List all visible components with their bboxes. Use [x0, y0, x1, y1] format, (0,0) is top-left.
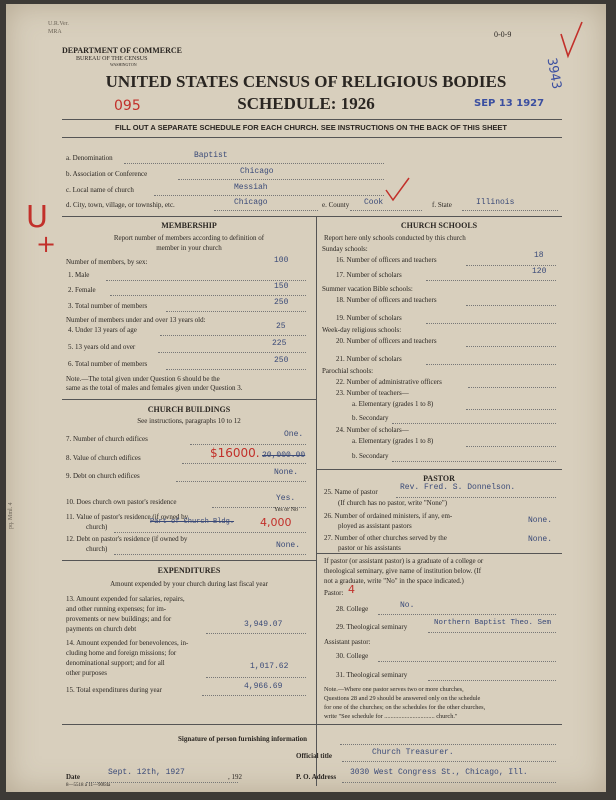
denomination-value: Baptist — [194, 151, 228, 160]
q20-label: 20. Number of officers and teachers — [336, 337, 437, 345]
denomination-label: a. Denomination — [66, 154, 113, 162]
census-form-page — [6, 4, 606, 792]
pastor-intro: If pastor (or assistant pastor) is a graduate of a college or theological seminary, give name of institution below. (If not a graduate, write "No" in the space indicated.) — [324, 557, 484, 585]
q29-value: Northern Baptist Theo. Sem — [434, 619, 552, 627]
q14-label: 14. Amount expended for benevolences, in- cluding home and foreign missions; for denominational support; and for all other purposes — [66, 639, 189, 677]
instruction-line: FILL OUT A SEPARATE SCHEDULE FOR EACH CHURCH. SEE INSTRUCTIONS ON THE BACK OF THIS SHEET — [115, 123, 507, 132]
q24a-label: a. Elementary (grades 1 to 8) — [352, 437, 434, 445]
pastor-heading: PASTOR — [423, 474, 455, 483]
q25-label: 25. Name of pastor — [324, 488, 378, 496]
form-print-codes: 8—5518 a 11—9064a — [66, 783, 111, 788]
official-title-value: Church Treasurer. — [372, 748, 454, 757]
address-label: P. O. Address — [296, 773, 337, 781]
form-subtitle: SCHEDULE: 1926 — [237, 94, 375, 113]
membership-row-under13: 4. Under 13 years of age — [68, 326, 137, 334]
signature-label: Signature of person furnishing information — [178, 735, 307, 743]
buildings-sub: See instructions, paragraphs 10 to 12 — [137, 417, 241, 425]
q28-value: No. — [400, 601, 415, 610]
membership-row-over13: 5. 13 years old and over — [68, 343, 136, 351]
local-name-value: Messiah — [234, 183, 268, 192]
association-value: Chicago — [240, 167, 274, 176]
pastor-sublabel: Pastor: — [324, 589, 344, 597]
membership-value-by-sex: 100 — [274, 256, 289, 265]
weekday-schools-label: Week-day religious schools: — [322, 326, 402, 334]
q29-label: 29. Theological seminary — [336, 623, 408, 631]
date-value: Sept. 12th, 1927 — [108, 768, 185, 777]
q8-red-value: $16000. — [210, 446, 260, 460]
bureau-heading: BUREAU OF THE CENSUS — [76, 56, 148, 62]
expenditures-sub: Amount expended by your church during last fiscal year — [110, 580, 268, 588]
membership-row-total: 3. Total number of members — [68, 302, 148, 310]
q12-value: None. — [276, 541, 301, 550]
q25-value: Rev. Fred. S. Donnelson. — [400, 483, 516, 492]
q12-label-cont: church) — [86, 545, 108, 553]
q15-label: 15. Total expenditures during year — [66, 686, 162, 694]
membership-value-female: 150 — [274, 282, 289, 291]
q14-value: 1,017.62 — [250, 662, 289, 671]
local-name-label: c. Local name of church — [66, 186, 134, 194]
q23a-label: a. Elementary (grades 1 to 8) — [352, 400, 434, 408]
q31-label: 31. Theological seminary — [336, 671, 408, 679]
q21-label: 21. Number of scholars — [336, 355, 402, 363]
pastor-red-mark: 4 — [348, 583, 355, 596]
q27-value: None. — [528, 535, 553, 544]
parochial-schools-label: Parochial schools: — [322, 367, 374, 375]
q25-note: (If church has no pastor, write "None") — [338, 499, 448, 507]
date-stamp: SEP 13 1927 — [474, 98, 545, 109]
address-value: 3030 West Congress St., Chicago, Ill. — [350, 768, 528, 777]
q27-label: 27. Number of other churches served by the pastor or his assistants — [324, 534, 447, 552]
official-title-label: Official title — [296, 752, 332, 760]
schools-sub: Report here only schools conducted by this church — [324, 234, 466, 242]
q13-label: 13. Amount expended for salaries, repairs, and other running expenses; for im- provements or new buildings; and for payments on church debt — [66, 595, 185, 633]
form-code: 0-0-9 — [494, 30, 512, 39]
city-label: d. City, town, village, or township, etc. — [66, 201, 175, 209]
dept-heading: DEPARTMENT OF COMMERCE — [62, 46, 183, 55]
city-value: Chicago — [234, 198, 268, 207]
membership-value-under13: 25 — [276, 322, 286, 331]
q26-value: None. — [528, 516, 553, 525]
q9-label: 9. Debt on church edifices — [66, 472, 140, 480]
q13-value: 3,949.07 — [244, 620, 283, 629]
sunday-schools-label: Sunday schools: — [322, 245, 368, 253]
membership-intro: Report number of members according to definition of member in your church — [113, 234, 265, 252]
membership-value-total-age: 250 — [274, 356, 289, 365]
state-value: Illinois — [476, 198, 515, 207]
assistant-pastor-label: Assistant pastor: — [324, 638, 371, 646]
city-heading: WASHINGTON — [110, 62, 137, 67]
county-value: Cook — [364, 198, 384, 207]
q7-value: One. — [284, 430, 304, 439]
membership-value-total: 250 — [274, 298, 289, 307]
q23b-label: b. Secondary — [352, 414, 389, 422]
red-check-mark-county — [384, 176, 412, 202]
yes-no-hint: Yes or No — [274, 507, 299, 513]
membership-note: Note.—The total given under Question 6 should be the same as the total of males and females given under Question 3. — [66, 375, 243, 392]
q17-value: 120 — [532, 267, 547, 276]
expenditures-heading: EXPENDITURES — [157, 566, 221, 575]
association-label: b. Association or Conference — [66, 170, 148, 178]
margin-mark-plus: + — [36, 230, 57, 258]
q26-label: 26. Number of ordained ministers, if any, em- ployed as assistant pastors — [324, 512, 453, 530]
county-label: e. County — [322, 201, 350, 209]
q22-label: 22. Number of administrative officers — [336, 378, 442, 386]
membership-row-by-sex: Number of members, by sex: — [66, 258, 148, 266]
membership-value-over13: 225 — [272, 339, 287, 348]
membership-row-age: Number of members under and over 13 years old: — [66, 316, 206, 324]
red-check-mark — [558, 20, 584, 60]
q7-label: 7. Number of church edifices — [66, 435, 148, 443]
membership-heading: MEMBERSHIP — [161, 221, 217, 230]
q19-label: 19. Number of scholars — [336, 314, 402, 322]
serial-stamp: 3943 — [543, 56, 564, 91]
q11-label: 11. Value of pastor's residence (if owned by — [66, 513, 189, 521]
q12-label: 12. Debt on pastor's residence (if owned by — [66, 535, 188, 543]
q8-value: 20,000.00 — [262, 451, 306, 460]
side-pencil-note: pq. Mml. 4 — [8, 502, 14, 529]
membership-row-male: 1. Male — [68, 271, 90, 279]
q10-label: 10. Does church own pastor's residence — [66, 498, 177, 506]
q15-value: 4,966.69 — [244, 682, 283, 691]
q10-value: Yes. — [276, 494, 296, 503]
q18-label: 18. Number of officers and teachers — [336, 296, 437, 304]
q23-label: 23. Number of teachers— — [336, 389, 409, 397]
schools-heading: CHURCH SCHOOLS — [400, 221, 478, 230]
red-number: 095 — [114, 98, 141, 114]
q28-label: 28. College — [336, 605, 369, 613]
form-title: UNITED STATES CENSUS OF RELIGIOUS BODIES — [105, 72, 507, 91]
buildings-heading: CHURCH BUILDINGS — [147, 405, 231, 414]
q24-label: 24. Number of scholars— — [336, 426, 409, 434]
q24b-label: b. Secondary — [352, 452, 389, 460]
q11-label-cont: church) — [86, 523, 108, 531]
q9-value: None. — [274, 468, 299, 477]
date-suffix: , 192 — [228, 773, 242, 781]
q30-label: 30. College — [336, 652, 369, 660]
q16-label: 16. Number of officers and teachers — [336, 256, 437, 264]
q17-label: 17. Number of scholars — [336, 271, 402, 279]
pastor-note: Note.—Where one pastor serves two or more churches, Questions 28 and 29 should be answered only on the schedule for one of the churches; on the schedules for the other churches, write "See schedule for ................................ church." — [324, 686, 486, 720]
summer-schools-label: Summer vacation Bible schools: — [322, 285, 413, 293]
corner-pencil-note: U.R.Ver. MRA — [48, 21, 69, 35]
margin-mark-u: U — [26, 200, 48, 235]
q11-note: Part of Church Bldg. — [150, 518, 235, 526]
membership-row-female: 2. Female — [68, 286, 96, 294]
date-label: Date — [66, 773, 80, 781]
q16-value: 18 — [534, 251, 544, 260]
q11-value: 4,000 — [260, 516, 292, 529]
state-label: f. State — [432, 201, 452, 209]
q8-label: 8. Value of church edifices — [66, 454, 141, 462]
membership-row-total-age: 6. Total number of members — [68, 360, 148, 368]
